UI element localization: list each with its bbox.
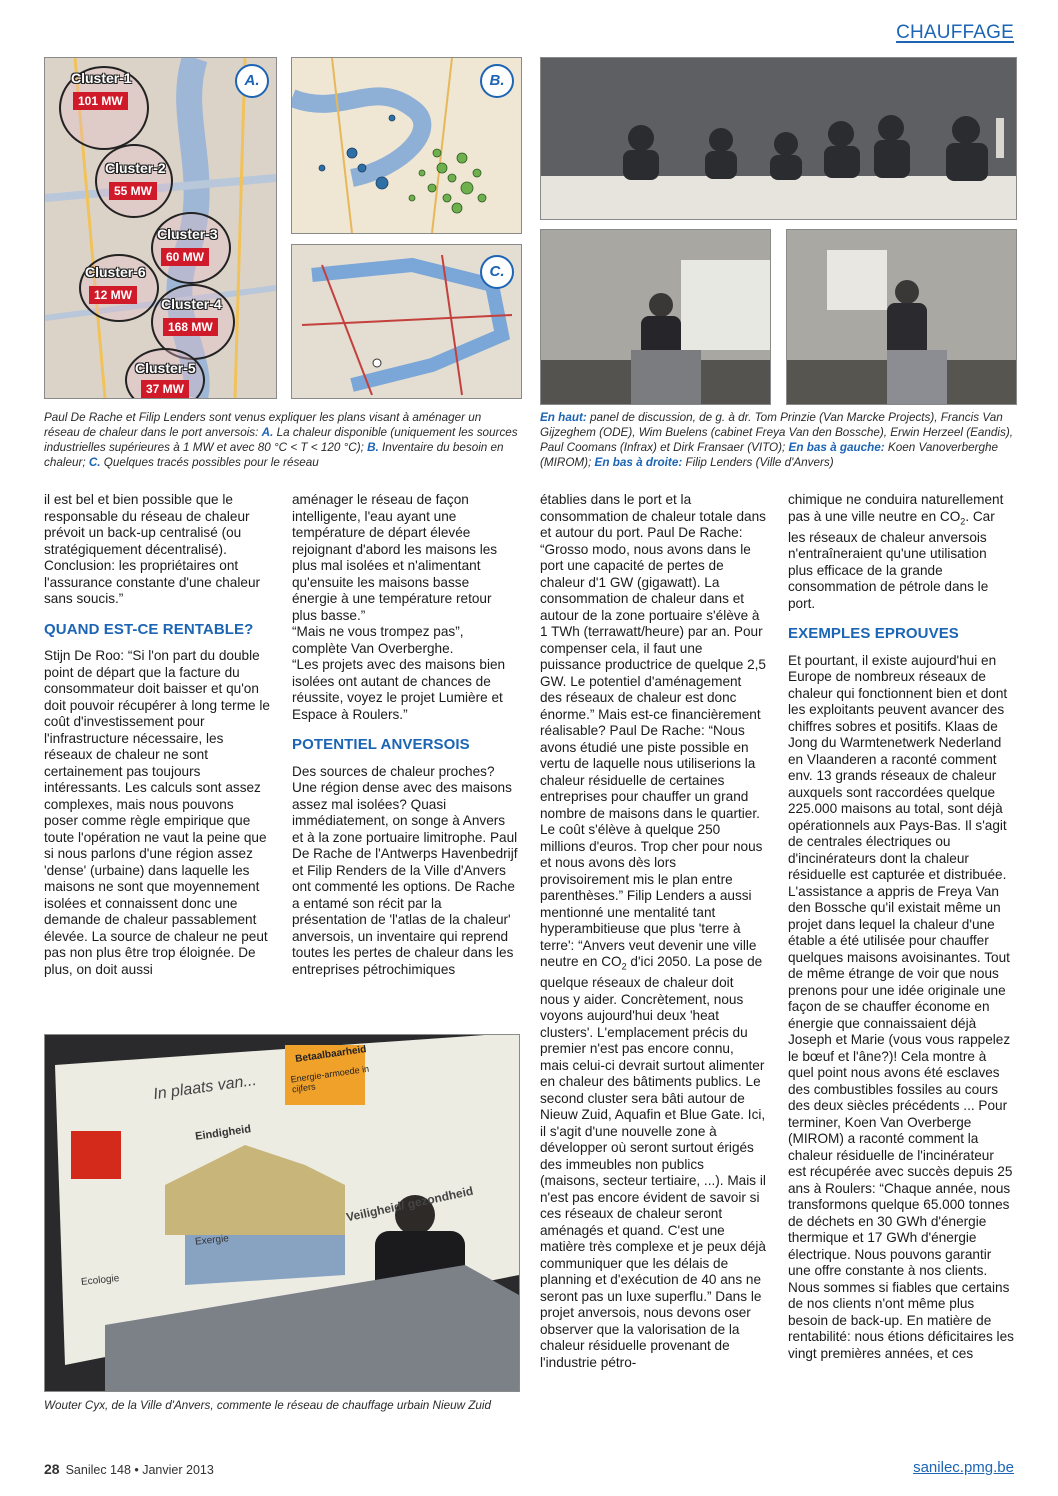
caption-panel-lead-bottom-left: En bas à gauche: bbox=[788, 441, 885, 454]
slide-label-ecologie: Ecologie bbox=[80, 1273, 120, 1288]
slide-label-exergie: Exergie bbox=[194, 1233, 230, 1248]
footer-url-link[interactable]: sanilec.pmg.be bbox=[913, 1459, 1014, 1476]
caption-maps-text-4: Quelques tracés possibles pour le réseau bbox=[100, 456, 319, 469]
cluster-2-mw: 55 MW bbox=[109, 182, 157, 200]
page-number: 28 bbox=[44, 1461, 60, 1477]
photo-koen-vanoverberghe bbox=[540, 229, 771, 405]
col4-text-a: chimique ne conduira naturellement pas à une ville neutre en CO bbox=[788, 492, 1004, 524]
caption-panel-lead-top: En haut: bbox=[540, 411, 587, 424]
col4-text-b: . Car les réseaux de chaleur anversois n'entraîneraient qu'une utilisation plus efficace de la grande consommation de pétrole dans le port. bbox=[788, 508, 995, 611]
cluster-1-mw: 101 MW bbox=[73, 92, 128, 110]
caption-panel bbox=[540, 410, 1016, 470]
footer-left bbox=[44, 1461, 214, 1477]
map-c-network-routes bbox=[291, 244, 522, 399]
photo-wouter-cyx bbox=[44, 1034, 520, 1392]
article-column-3 bbox=[540, 492, 766, 1371]
caption-panel-text-2: Koen Vanoverberghe (MIROM); bbox=[540, 441, 998, 469]
issue-info: Sanilec 148 • Janvier 2013 bbox=[65, 1463, 214, 1477]
heading-potentiel-anversois: POTENTIEL ANVERSOIS bbox=[292, 736, 470, 753]
caption-maps-b: B. bbox=[367, 441, 379, 454]
cluster-6-mw: 12 MW bbox=[89, 286, 137, 304]
vanoverberghe-scene bbox=[541, 230, 770, 404]
cluster-5-name: Cluster-5 bbox=[135, 360, 196, 376]
photo-panel-discussion bbox=[540, 57, 1017, 220]
heading-exemples-eprouves: EXEMPLES EPROUVES bbox=[788, 625, 959, 643]
caption-maps-text-3: Inventaire du besoin en chaleur; bbox=[44, 441, 504, 469]
col4-co2-subscript: 2 bbox=[960, 516, 966, 527]
badge-c: C. bbox=[480, 255, 514, 289]
col4-paragraph-1 bbox=[788, 492, 1014, 612]
slide-label-energie-armoede: Energie-armoede in cijfers bbox=[289, 1063, 370, 1095]
cluster-2-name: Cluster-2 bbox=[105, 160, 166, 176]
photo-filip-lenders bbox=[786, 229, 1017, 405]
col1-paragraph-2: Stijn De Roo: “Si l'on part du double point de départ que la facture du consommateur doit baisser et qu'on doit pouvoir récupérer à long terme le coût d'investissement pour l'infrastructure nécessaire, les réseaux de chaleur ne sont certainement pas toujours intéressants. Les calculs sont assez complexes, mais nous pouvons poser comme règle empirique que toute l'opération ne vaut la peine que si nous parlons d'une région assez 'dense' (urbaine) dans laquelle les maisons ne sont que moyennement isolées et connaissent donc une demande de chaleur passablement élevée. La source de chaleur ne peut pas non plus être trop éloignée. De plus, on doit aussi bbox=[44, 648, 270, 977]
slide-scene bbox=[45, 1035, 519, 1391]
map-a-clusters bbox=[44, 57, 277, 399]
map-b-heat-demand bbox=[291, 57, 522, 234]
col3-co2-subscript: 2 bbox=[621, 961, 627, 972]
cluster-6-name: Cluster-6 bbox=[85, 264, 146, 280]
cluster-2-circle bbox=[95, 144, 173, 218]
cluster-3-mw: 60 MW bbox=[161, 248, 209, 266]
article-column-4 bbox=[788, 492, 1014, 1362]
caption-panel-text-1: panel de discussion, de g. à dr. Tom Prinzie (Van Marcke Projects), Francis Van Gijzeghem (ODE), Wim Buelens (cabinet Freya Van den Bossche), Erwin Herzeel (Eandis), Paul Coomans (Infrax) et Dirk Fransaer (VITO); bbox=[540, 411, 1013, 454]
slide-label-betaalbaarheid: Betaalbaarheid bbox=[294, 1044, 368, 1065]
caption-maps-a: A. bbox=[261, 426, 274, 439]
badge-b: B. bbox=[480, 64, 514, 98]
cluster-1-name: Cluster-1 bbox=[71, 70, 132, 86]
article-column-1 bbox=[44, 492, 270, 978]
col2-paragraph-3: “Les projets avec des maisons bien isolées ont autant de chances de réussite, voyez le projet Lumière et Espace à Roulers.” bbox=[292, 657, 506, 722]
cluster-3-name: Cluster-3 bbox=[157, 226, 218, 242]
panel-silhouettes bbox=[541, 58, 1016, 219]
caption-maps-text-2: La chaleur disponible (uniquement les sources industrielles supérieures à 1 MW et avec 80 °C < T < 120 °C); bbox=[44, 426, 518, 454]
col1-paragraph-1: il est bel et bien possible que le responsable du réseau de chaleur prévoit un back-up centralisé (ou stratégiquement décentralisé). Conclusion: les propriétaires ont l'assurance constante d'une chaleur sans soucis.” bbox=[44, 492, 261, 606]
col3-paragraph-1 bbox=[540, 492, 766, 1371]
caption-maps bbox=[44, 410, 520, 470]
col4-paragraph-2: Et pourtant, il existe aujourd'hui en Europe de nombreux réseaux de chaleur qui fonctionnent bien et dont les exploitants peuvent avancer des chiffres sobres et positifs. Klaas de Jong du Warmtenetwerk Nederland en Vlaanderen a raconté comment env. 13 grands réseaux de chaleur auxquels sont raccordées quelque 225.000 maisons au total, sont déjà opérationnels aux Pays-Bas. Il s'agit de centrales électriques ou d'incinérateurs dont la chaleur résiduelle est capturée et distribuée. L'assistance a appris de Freya Van den Bossche qu'il existait même un projet dans lequel la chaleur d'une étable a été utilisée pour chauffer quelques maisons avoisinantes. Tout de même étrange de voir que nous prenons pour une idée originale une façon de se chauffer économe en énergie que connaissaient déjà Joseph et Marie (vous vous rappelez le bœuf et l'âne?)! Cela montre à quel point nous avons été esclaves des combustibles fossiles au cours des deux siècles précédents ... Pour terminer, Koen Van Overberge (MIROM) a raconté comment la chaleur résiduelle de l'incinérateur est récupérée avec succès depuis 25 ans à Roulers: “Chaque année, nous transformons quelque 65.000 tonnes de déchets en 30 GWh d'énergie thermique et 17 GWh d'énergie électrique. Nous pouvons garantir une offre constante à nos clients. Nous sommes si fiables que certains de nos clients n'ont même plus besoin de back-up. En matière de rentabilité: nous étions déficitaires les vingt premières années, et ces bbox=[788, 652, 1014, 1361]
col2-paragraph-1: aménager le réseau de façon intelligente, l'eau ayant une température de départ élevée rejoignant d'abord les maisons les plus mal isolées et n'alimentant qu'ensuite les maisons basse énergie à une température retour plus basse.” bbox=[292, 492, 498, 623]
caption-panel-text-3: Filip Lenders (Ville d'Anvers) bbox=[682, 456, 834, 469]
heading-quand-est-ce-rentable: QUAND EST-CE RENTABLE? bbox=[44, 620, 254, 638]
caption-maps-c: C. bbox=[88, 456, 101, 469]
caption-maps-text-1: Paul De Rache et Filip Lenders sont venus expliquer les plans visant à aménager un réseau de chaleur dans le port anversois: bbox=[44, 411, 482, 439]
badge-a: A. bbox=[235, 64, 269, 98]
cluster-5-mw: 37 MW bbox=[141, 380, 189, 398]
col3-text-a: établies dans le port et la consommation de chaleur totale dans et autour du port. Paul De Rache: “Grosso modo, nous avons dans le port une capacité de pertes de chaleur d'1 GW (gigawatt). La consommation de chaleur dans et autour de la zone portuaire s'élève à 1 TWh (terrawatt/heure) par an. Pour compenser cela, il faut une puissance productrice de quelque 2,5 GW. Le potentiel d'aménagement des réseaux de chaleur est donc énorme.” Mais est-ce financièrement réalisable? Paul De Rache: “Nous avons étudié une piste possible en vertu de laquelle nous utiliserions la chaleur résiduelle de certaines entreprises pour chauffer un grand nombre de maisons dans le quartier. Le coût s'élève à quelque 250 millions d'euros. Trop cher pour nous et nous avons dès lors provisoirement mis le plan entre parenthèses.” Filip Lenders a aussi mentionné une mentalité tant hyperambitieuse que plus 'terre à terre': “Anvers veut devenir une ville neutre en CO bbox=[540, 492, 766, 969]
col2-paragraph-2: “Mais ne vous trompez pas”, complète Van Overberghe. bbox=[292, 624, 464, 656]
col2-paragraph-4: Des sources de chaleur proches? Une région dense avec des maisons assez mal isolées? Quasi immédiatement, on songe à Anvers et à la zone portuaire limitrophe. Paul De Rache de l'Antwerps Havenbedrijf et Filip Renders de la Ville d'Anvers ont commenté les options. De Rache a entamé son récit par la présentation de 'l'atlas de la chaleur' anversois, un inventaire qui reprend toutes les pertes de chaleur dans les entreprises pétrochimiques bbox=[292, 763, 518, 977]
cluster-4-name: Cluster-4 bbox=[161, 296, 222, 312]
col3-text-b: d'ici 2050. La pose de quelque réseaux de chaleur doit nous y aider. Concrètement, nous voyons aujourd'hui deux 'heat clusters'. L'emplacement précis du premier n'est pas encore connu, mais celui-ci devrait surtout alimenter en chaleur des bâtiments publics. Le second cluster sera bâti autour de Nieuw Zuid, Aquafin et Blue Gate. Ici, il s'agit d'une nouvelle zone à développer où seront surtout érigés des immeubles non publics (maisons, secteur tertiaire, ...). Mais il n'est pas encore évident de savoir si ces réseaux de chaleur seront aménagés et quand. C'est une matière très complexe et je peux déjà communiquer que les délais de planning et d'exécution de 40 ans ne seront pas un luxe superflu.” Dans le projet anversois, nous devons oser observer que la valorisation de la chaleur résiduelle provenant de l'industrie pétro- bbox=[540, 954, 766, 1370]
slide-label-veiligheid: Veiligheid/ gezondheid bbox=[344, 1183, 475, 1225]
slide-title: In plaats van... bbox=[152, 1071, 258, 1104]
caption-panel-lead-bottom-right: En bas à droite: bbox=[594, 456, 683, 469]
lenders-scene bbox=[787, 230, 1016, 404]
slide-label-eindigheid: Eindigheid bbox=[194, 1123, 252, 1143]
cluster-4-mw: 168 MW bbox=[163, 318, 218, 336]
article-column-2 bbox=[292, 492, 518, 978]
caption-speaker: Wouter Cyx, de la Ville d'Anvers, commente le réseau de chauffage urbain Nieuw Zuid bbox=[44, 1399, 492, 1412]
section-tag: CHAUFFAGE bbox=[896, 22, 1014, 43]
